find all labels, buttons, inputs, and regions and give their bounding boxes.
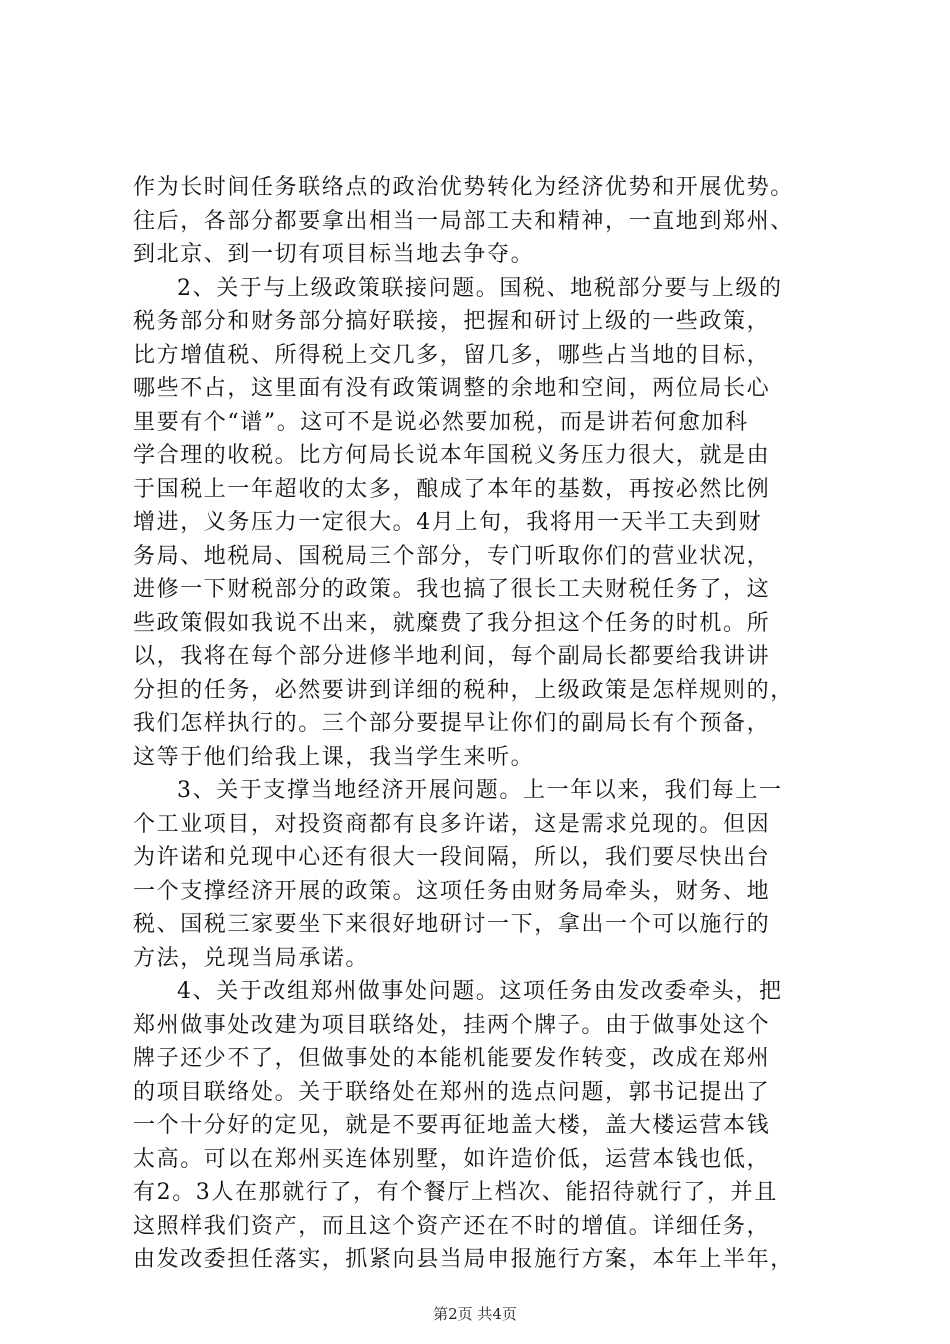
- text-line: 以，我将在每个部分进修半地利间，每个副局长都要给我讲讲: [133, 644, 771, 669]
- text-line: 往后，各部分都要拿出相当一局部工夫和精神，一直地到郑州、: [133, 208, 794, 234]
- text-line: 为许诺和兑现中心还有很大一段间隔，所以，我们要尽快出台: [133, 845, 771, 870]
- text-line: 进修一下财税部分的政策。我也搞了很长工夫财税任务了，这: [133, 577, 771, 602]
- text-line: 些政策假如我说不出来，就糜费了我分担这个任务的时机。所: [133, 610, 771, 636]
- text-line: 税、国税三家要坐下来很好地研讨一下，拿出一个可以施行的: [133, 912, 771, 937]
- paragraph-start-line: 2、关于与上级政策联接问题。国税、地税部分要与上级的: [177, 275, 783, 301]
- text-line: 一个十分好的定见，就是不要再征地盖大楼，盖大楼运营本钱: [133, 1113, 771, 1138]
- text-line: 我们怎样执行的。三个部分要提早让你们的副局长有个预备，: [133, 711, 771, 736]
- text-line: 分担的任务，必然要讲到详细的税种，上级政策是怎样规则的，: [133, 677, 794, 703]
- text-line: 一个支撑经济开展的政策。这项任务由财务局牵头，财务、地: [133, 878, 771, 904]
- paragraph-start-line: 4、关于改组郑州做事处问题。这项任务由发改委牵头，把: [177, 979, 783, 1004]
- page-number-footer: 第2页 共4页: [433, 1305, 517, 1323]
- text-line: 哪些不占，这里面有没有政策调整的余地和空间，两位局长心: [133, 376, 771, 401]
- text-line: 方法，兑现当局承诺。: [133, 945, 370, 971]
- text-line: 里要有个“谱”。这可不是说必然要加税，而是讲若何愈加科: [133, 409, 749, 435]
- paragraph-start-line: 3、关于支撑当地经济开展问题。上一年以来，我们每上一: [177, 778, 783, 803]
- text-line: 比方增值税、所得税上交几多，留几多，哪些占当地的目标，: [133, 342, 771, 368]
- text-line: 郑州做事处改建为项目联络处，挂两个牌子。由于做事处这个: [133, 1012, 771, 1038]
- text-line: 这照样我们资产，而且这个资产还在不时的增值。详细任务，: [133, 1213, 771, 1239]
- text-line: 到北京、到一切有项目标当地去争夺。: [133, 242, 535, 267]
- text-line: 个工业项目，对投资商都有良多许诺，这是需求兑现的。但因: [133, 811, 771, 837]
- text-line: 学合理的收税。比方何局长说本年国税义务压力很大，就是由: [133, 443, 771, 468]
- text-line: 务局、地税局、国税局三个部分，专门听取你们的营业状况，: [133, 543, 771, 569]
- text-line: 牌子还少不了，但做事处的本能机能要发作转变，改成在郑州: [133, 1046, 771, 1071]
- text-line: 由发改委担任落实，抓紧向县当局申报施行方案，本年上半年，: [133, 1247, 794, 1272]
- text-line: 税务部分和财务部分搞好联接，把握和研讨上级的一些政策，: [133, 309, 771, 334]
- text-line: 太高。可以在郑州买连体别墅，如许造价低，运营本钱也低，: [133, 1146, 771, 1172]
- text-line: 这等于他们给我上课，我当学生来听。: [133, 744, 535, 770]
- text-line: 增进，义务压力一定很大。4月上旬，我将用一天半工夫到财: [133, 510, 763, 535]
- text-line: 于国税上一年超收的太多，酿成了本年的基数，再按必然比例: [133, 476, 771, 502]
- body-text: [133, 171, 823, 1277]
- text-line: 的项目联络处。关于联络处在郑州的选点问题，郭书记提出了: [133, 1079, 771, 1105]
- text-line: 作为长时间任务联络点的政治优势转化为经济优势和开展优势。: [133, 175, 794, 200]
- text-line: 有2。3人在那就行了，有个餐厅上档次、能招待就行了，并且: [133, 1180, 778, 1205]
